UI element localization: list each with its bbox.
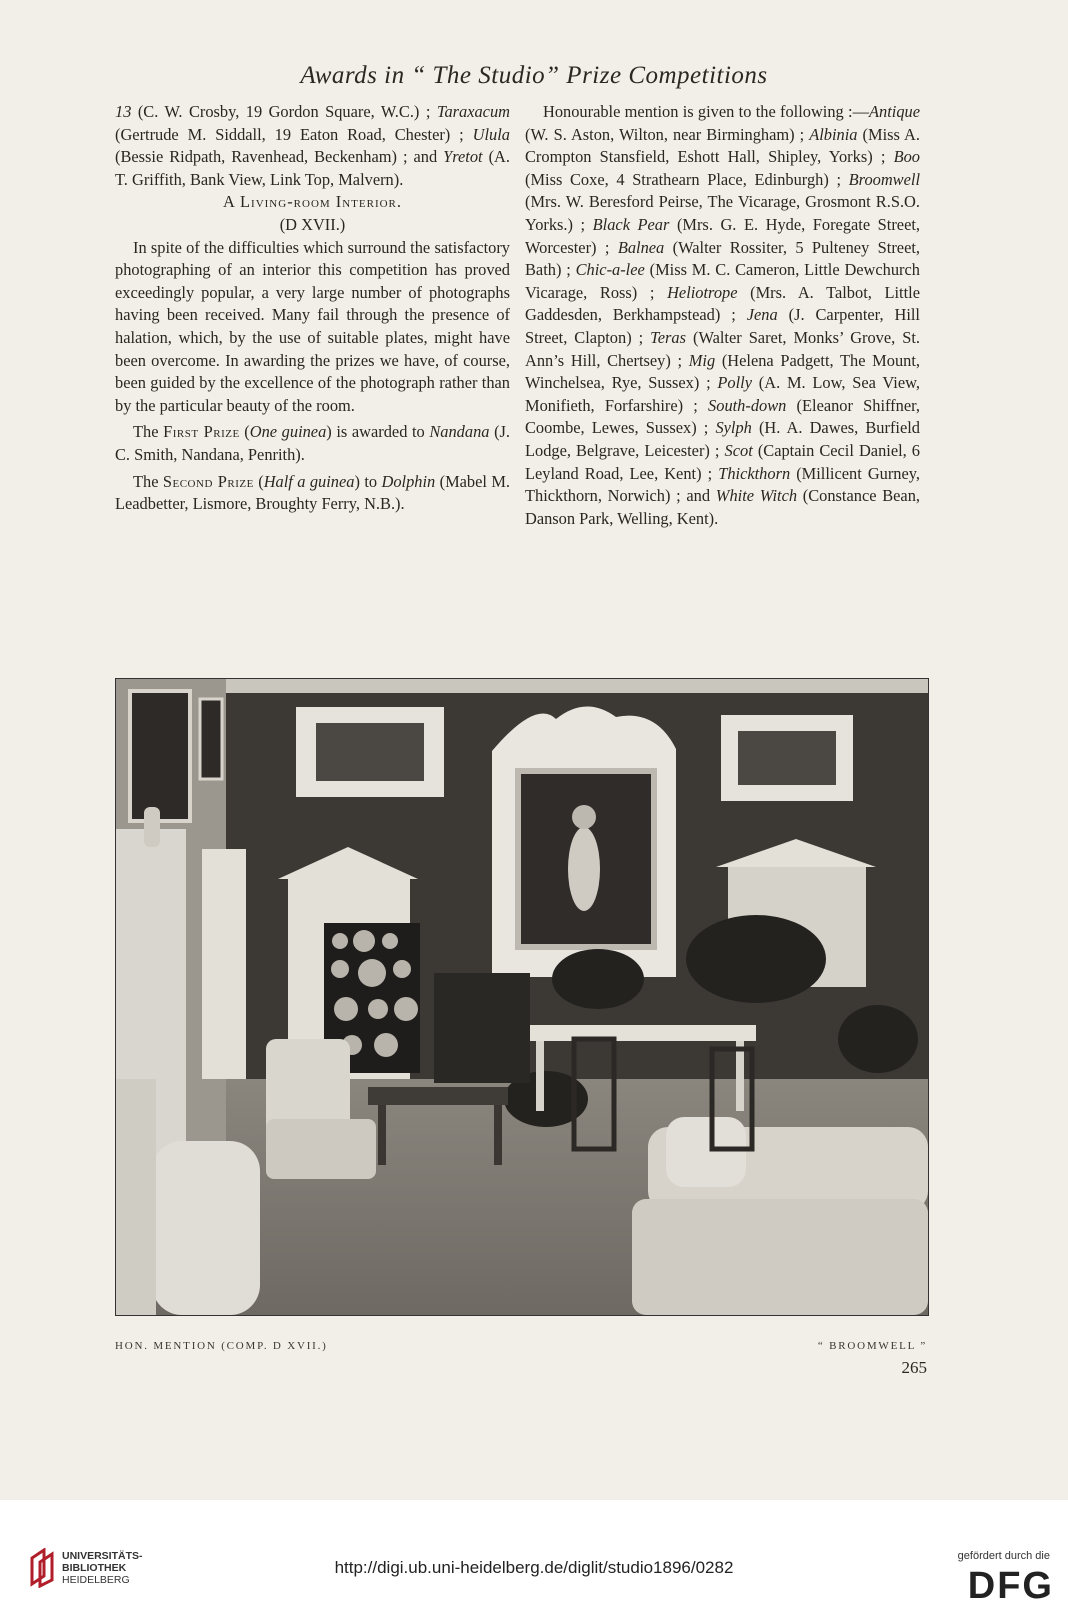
photo-caption-left: HON. MENTION (COMP. D XVII.) [115,1340,328,1352]
entry-name: Scot [724,440,753,460]
entry-name: Boo [893,147,920,167]
second-prize-paragraph: The Second Prize (Half a guinea) to Dolphin (Mabel M. Leadbetter, Lismore, Broughty Ferry, N.B.). [115,471,511,514]
entry-detail: (Constance Bean, Danson Park, Welling, Kent). [525,486,920,528]
entry-name: Mig [688,350,716,370]
running-head: Awards in “ The Studio” Prize Competitions [300,62,768,89]
entry-name: Thickthorn [718,463,791,483]
entry-name: Jena [746,305,778,325]
entry-name: White Witch [715,486,798,506]
entry-detail: (W. S. Aston, Wilton, near Birmingham) ; [525,124,810,144]
living-room-photograph [115,678,929,1316]
entry-name: Balnea [617,237,665,257]
dfg-logo: DFG [967,1565,1054,1607]
entry-detail: (Eleanor Shiffner, Coombe, Lewes, Sussex) ; [525,395,921,438]
entry-detail: (Mrs. W. Beresford Peirse, The Vicarage, Grosmont R.S.O. Yorks.) ; [525,192,920,234]
entry-detail: (Captain Cecil Daniel, 6 Leyland Road, Lee, Kent) ; [525,440,921,483]
honourable-mention-entries [525,102,920,528]
entry-detail: (Walter Saret, Monks’ Grove, St. Ann’s Hill, Chertsey) ; [525,327,920,370]
section-subheading: (D XVII.) [279,214,346,234]
entry-name: Broomwell [848,169,920,189]
entry-name: Chic-a-lee [575,260,645,280]
entry-detail: (H. A. Dawes, Burfield Lodge, Belgrave, Leicester) ; [525,418,920,460]
entry-detail: (Mrs. G. E. Hyde, Foregate Street, Worcester) ; [525,214,920,257]
sponsor-text: gefördert durch die [957,1550,1050,1562]
left-column [115,101,510,516]
entry-detail: (Miss M. C. Cameron, Little Dewchurch Vicarage, Ross) ; [525,260,920,302]
entry-name: Black Pear [592,214,670,234]
section-heading: A Living-room Interior. [223,192,402,212]
right-column [525,101,920,530]
honourable-mention-paragraph: Honourable mention is given to the following :—Antique (W. S. Aston, Wilton, near Birmingham) ; Albinia (Miss A. Crompton Stansfield, Eshott Hall, Shipley, Yorks) ; Boo (Miss Coxe, 4 Strathearn Place, Edinburgh) ; Broomwell (Mrs. W. Beresford Peirse, The Vicarage, Grosmont R.S.O. Yorks.) ; Black Pear (Mrs. G. E. Hyde, Foregate Street, Worcester) ; Balnea (Walter Rossiter, 5 Pulteney Street, Bath) ; Chic-a-lee (Miss M. C. Cameron, Little Dewchurch Vicarage, Ross) ; Heliotrope (Mrs. A. Talbot, Little Gaddesden, Berkhampstead) ; Jena (J. Carpenter, Hill Street, Clapton) ; Teras (Walter Saret, Monks’ Grove, St. Ann’s Hill, Chertsey) ; Mig (Helena Padgett, The Mount, Winchelsea, Rye, Sussex) ; Polly (A. M. Low, Sea View, Monifieth, Forfarshire) ; South-down (Eleanor Shiffner, Coombe, Lewes, Sussex) ; Sylph (H. A. Dawes, Burfield Lodge, Belgrave, Leicester) ; Scot (Captain Cecil Daniel, 6 Leyland Road, Lee, Kent) ; Thickthorn (Millicent Gurney, Thickthorn, Norwich) ; and White Witch (Constance Bean, Danson Park, Welling, Kent). [525,102,921,528]
entry-detail: (Miss Coxe, 4 Strathearn Place, Edinburgh) ; [525,169,849,189]
entry-detail: (Mrs. A. Talbot, Little Gaddesden, Berkhampstead) ; [525,282,920,325]
entry-detail: (Millicent Gurney, Thickthorn, Norwich) ; and [525,463,921,506]
entry-name: Sylph [715,418,752,438]
digitization-footer [0,1500,1068,1615]
library-name: UNIVERSITÄTS- BIBLIOTHEK HEIDELBERG [62,1550,143,1586]
first-prize-paragraph: The First Prize (One guinea) is awarded to Nandana (J. C. Smith, Nandana, Penrith). [115,422,511,464]
page-number: 265 [901,1358,927,1377]
entry-name: Antique [869,102,920,121]
photo-caption-right: “ BROOMWELL ” [817,1340,927,1352]
entry-name: Albinia [809,124,858,144]
entry-detail: (Miss A. Crompton Stansfield, Eshott Hall, Shipley, Yorks) ; [525,124,920,167]
entry-name: Polly [717,373,753,393]
entry-list-continued: 13 (C. W. Crosby, 19 Gordon Square, W.C.) ; Taraxacum (Gertrude M. Siddall, 19 Eaton Road, Chester) ; Ulula (Bessie Ridpath, Ravenhead, Beckenham) ; and Yretot (A. T. Griffith, Bank View, Link Top, Malvern). [115,102,510,189]
body-paragraph: In spite of the difficulties which surround the satisfactory photographing of an interior this competition has proved exceedingly popular, a very large number of photographs having been received. Many fail through the presence of halation, which, by the use of suitable plates, might have been overcome. In awarding the prizes we have, of course, been guided by the excellence of the photograph rather than by the particular beauty of the room. [115,237,510,415]
entry-detail: (Walter Rossiter, 5 Pulteney Street, Bath) ; [525,237,920,280]
source-url-link[interactable]: http://digi.ub.uni-heidelberg.de/diglit/studio1896/0282 [334,1558,734,1577]
entry-name: Teras [650,327,687,347]
entry-detail: (J. Carpenter, Hill Street, Clapton) ; [525,305,920,347]
entry-name: South-down [708,395,787,415]
entry-name: Heliotrope [667,282,738,302]
entry-detail: (Helena Padgett, The Mount, Winchelsea, Rye, Sussex) ; [525,350,920,393]
photograph-illustration [116,679,928,1315]
entry-detail: (A. M. Low, Sea View, Monifieth, Forfarshire) ; [525,373,920,415]
